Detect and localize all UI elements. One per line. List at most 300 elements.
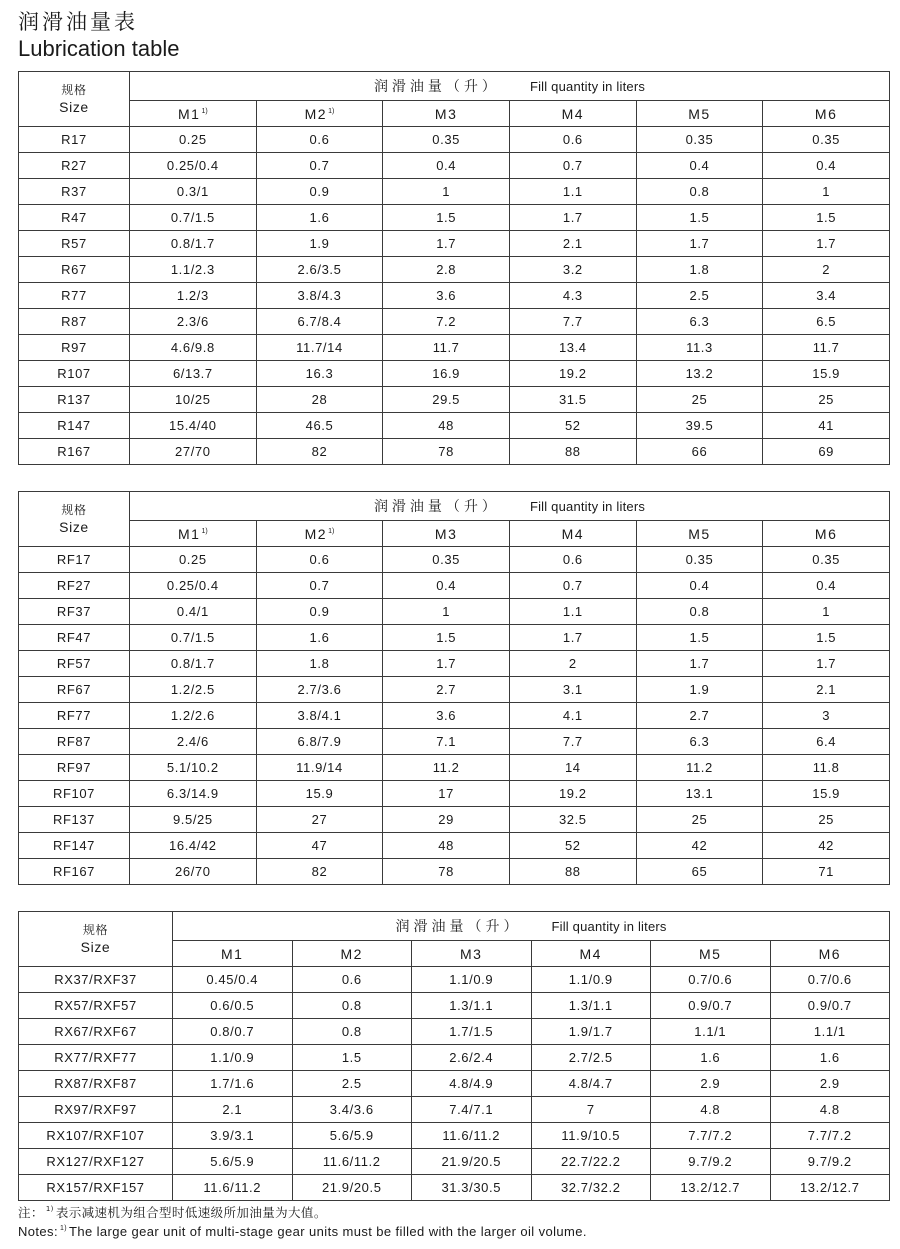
quantity-cell-m2: 3.8/4.1 (256, 703, 383, 729)
column-label: M2 (304, 105, 328, 122)
column-footnote-mark: 1) (328, 107, 335, 115)
quantity-cell-m6: 0.35 (763, 127, 890, 153)
quantity-cell-m3: 1.5 (383, 625, 510, 651)
page-title-cn: 润滑油量表 (18, 10, 138, 34)
size-cell: RX37/RXF37 (19, 967, 173, 993)
quantity-cell-m6: 1.1/1 (770, 1019, 890, 1045)
quantity-cell-m1: 1.1/2.3 (130, 257, 257, 283)
column-label: M5 (688, 525, 711, 542)
size-cell: RF57 (19, 651, 130, 677)
quantity-cell-m1: 0.3/1 (130, 179, 257, 205)
column-label: M5 (688, 105, 711, 122)
quantity-cell-m3: 16.9 (383, 361, 510, 387)
quantity-cell-m5: 1.7 (636, 231, 763, 257)
fill-quantity-en: Fill quantity in liters (551, 919, 667, 934)
size-cell: RX77/RXF77 (19, 1045, 173, 1071)
quantity-cell-m3: 31.3/30.5 (412, 1175, 532, 1201)
size-cell: RF17 (19, 547, 130, 573)
column-label: M4 (561, 525, 585, 542)
quantity-cell-m3: 2.7 (383, 677, 510, 703)
table-row (19, 651, 890, 677)
quantity-cell-m1: 2.1 (173, 1097, 293, 1123)
quantity-cell-m6: 41 (763, 413, 890, 439)
quantity-cell-m6: 15.9 (763, 781, 890, 807)
column-footnote-mark: 1) (201, 107, 208, 115)
quantity-cell-m1: 0.25 (130, 547, 257, 573)
column-label: M3 (434, 105, 458, 122)
quantity-cell-m6: 42 (763, 833, 890, 859)
quantity-cell-m2: 0.6 (256, 127, 383, 153)
size-cell: R107 (19, 361, 130, 387)
column-footnote-mark: 1) (201, 527, 208, 535)
quantity-cell-m4: 1.1 (509, 179, 636, 205)
quantity-cell-m1: 0.7/1.5 (130, 625, 257, 651)
quantity-cell-m1: 0.25/0.4 (130, 153, 257, 179)
quantity-cell-m5: 0.9/0.7 (651, 993, 771, 1019)
quantity-cell-m6: 25 (763, 807, 890, 833)
quantity-cell-m5: 11.3 (636, 335, 763, 361)
quantity-cell-m6: 11.8 (763, 755, 890, 781)
quantity-cell-m5: 0.8 (636, 599, 763, 625)
quantity-cell-m6: 0.4 (763, 573, 890, 599)
header-row (19, 492, 890, 521)
quantity-cell-m3: 1 (383, 599, 510, 625)
quantity-cell-m4: 4.3 (509, 283, 636, 309)
quantity-cell-m5: 39.5 (636, 413, 763, 439)
column-label: M1 (221, 945, 244, 962)
quantity-cell-m5: 65 (636, 859, 763, 885)
quantity-cell-m6: 2.1 (763, 677, 890, 703)
table-row (19, 205, 890, 231)
size-cell: RF47 (19, 625, 130, 651)
quantity-cell-m4: 52 (509, 413, 636, 439)
size-cell: RF97 (19, 755, 130, 781)
quantity-cell-m2: 0.7 (256, 573, 383, 599)
quantity-cell-m1: 0.25/0.4 (130, 573, 257, 599)
quantity-cell-m4: 0.6 (509, 127, 636, 153)
table-row (19, 807, 890, 833)
size-label-en: Size (59, 99, 89, 115)
quantity-cell-m5: 0.7/0.6 (651, 967, 771, 993)
size-label-cn: 规格 (61, 503, 87, 517)
table-row (19, 1019, 890, 1045)
fill-quantity-cn: 润滑油量（升） (373, 499, 500, 515)
table-row (19, 573, 890, 599)
quantity-cell-m4: 19.2 (509, 781, 636, 807)
quantity-cell-m4: 4.8/4.7 (531, 1071, 651, 1097)
quantity-cell-m6: 6.5 (763, 309, 890, 335)
size-header (19, 72, 130, 127)
column-label: M6 (814, 105, 838, 122)
quantity-cell-m5: 0.8 (636, 179, 763, 205)
quantity-cell-m3: 48 (383, 833, 510, 859)
quantity-cell-m6: 1.7 (763, 231, 890, 257)
quantity-cell-m2: 0.9 (256, 599, 383, 625)
quantity-cell-m1: 27/70 (130, 439, 257, 465)
table-row (19, 993, 890, 1019)
column-label: M4 (579, 945, 602, 962)
quantity-cell-m6: 0.9/0.7 (770, 993, 890, 1019)
quantity-cell-m4: 1.7 (509, 205, 636, 231)
quantity-cell-m3: 3.6 (383, 703, 510, 729)
size-cell: R27 (19, 153, 130, 179)
quantity-cell-m1: 10/25 (130, 387, 257, 413)
table-row (19, 781, 890, 807)
quantity-cell-m6: 11.7 (763, 335, 890, 361)
size-cell: R147 (19, 413, 130, 439)
column-header-m1 (130, 101, 257, 127)
quantity-cell-m1: 16.4/42 (130, 833, 257, 859)
column-header-m1 (173, 941, 293, 967)
quantity-cell-m2: 0.6 (292, 967, 412, 993)
quantity-cell-m4: 2.1 (509, 231, 636, 257)
lubrication-table-r (18, 71, 890, 465)
table-row (19, 967, 890, 993)
quantity-cell-m1: 26/70 (130, 859, 257, 885)
quantity-cell-m3: 11.2 (383, 755, 510, 781)
quantity-cell-m1: 0.8/1.7 (130, 651, 257, 677)
quantity-cell-m4: 7.7 (509, 729, 636, 755)
quantity-cell-m3: 11.7 (383, 335, 510, 361)
quantity-cell-m4: 22.7/22.2 (531, 1149, 651, 1175)
quantity-cell-m6: 25 (763, 387, 890, 413)
size-cell: R57 (19, 231, 130, 257)
size-cell: R87 (19, 309, 130, 335)
quantity-cell-m2: 0.6 (256, 547, 383, 573)
quantity-cell-m2: 3.8/4.3 (256, 283, 383, 309)
size-cell: RF137 (19, 807, 130, 833)
quantity-cell-m3: 7.4/7.1 (412, 1097, 532, 1123)
quantity-cell-m4: 1.9/1.7 (531, 1019, 651, 1045)
quantity-cell-m2: 47 (256, 833, 383, 859)
table-row (19, 335, 890, 361)
quantity-cell-m1: 2.4/6 (130, 729, 257, 755)
quantity-cell-m1: 1.2/2.6 (130, 703, 257, 729)
quantity-cell-m3: 4.8/4.9 (412, 1071, 532, 1097)
fill-quantity-cn: 润滑油量（升） (373, 79, 500, 95)
column-header-m2 (292, 941, 412, 967)
quantity-cell-m2: 6.7/8.4 (256, 309, 383, 335)
quantity-cell-m3: 78 (383, 439, 510, 465)
size-cell: R77 (19, 283, 130, 309)
quantity-cell-m5: 13.1 (636, 781, 763, 807)
quantity-cell-m2: 27 (256, 807, 383, 833)
column-header-m3 (383, 521, 510, 547)
quantity-cell-m2: 5.6/5.9 (292, 1123, 412, 1149)
size-cell: R47 (19, 205, 130, 231)
table-row (19, 677, 890, 703)
quantity-cell-m5: 1.1/1 (651, 1019, 771, 1045)
quantity-cell-m6: 0.7/0.6 (770, 967, 890, 993)
quantity-cell-m5: 42 (636, 833, 763, 859)
header-row (19, 912, 890, 941)
quantity-cell-m6: 1.5 (763, 625, 890, 651)
quantity-cell-m2: 1.9 (256, 231, 383, 257)
table-row (19, 547, 890, 573)
quantity-cell-m2: 82 (256, 859, 383, 885)
quantity-cell-m4: 7.7 (509, 309, 636, 335)
lubrication-table-rf (18, 491, 890, 885)
table-row (19, 625, 890, 651)
page-title-en: Lubrication table (18, 36, 180, 61)
fill-quantity-header (173, 912, 890, 941)
quantity-cell-m3: 0.4 (383, 153, 510, 179)
column-header-row (19, 521, 890, 547)
column-header-m2 (256, 521, 383, 547)
quantity-cell-m5: 0.35 (636, 127, 763, 153)
size-label-en: Size (80, 939, 111, 955)
quantity-cell-m6: 1.5 (763, 205, 890, 231)
fill-quantity-en: Fill quantity in liters (529, 79, 646, 94)
note-en-text: The large gear unit of multi-stage gear units must be filled with the larger oil volume. (69, 1224, 587, 1239)
quantity-cell-m3: 78 (383, 859, 510, 885)
quantity-cell-m3: 0.35 (383, 547, 510, 573)
quantity-cell-m2: 11.6/11.2 (292, 1149, 412, 1175)
fill-quantity-header (130, 72, 890, 101)
column-header-m2 (256, 101, 383, 127)
quantity-cell-m6: 0.35 (763, 547, 890, 573)
table-row (19, 257, 890, 283)
quantity-cell-m6: 13.2/12.7 (770, 1175, 890, 1201)
quantity-cell-m4: 13.4 (509, 335, 636, 361)
quantity-cell-m2: 1.5 (292, 1045, 412, 1071)
size-cell: RF147 (19, 833, 130, 859)
table-row (19, 283, 890, 309)
quantity-cell-m1: 0.8/0.7 (173, 1019, 293, 1045)
quantity-cell-m4: 88 (509, 439, 636, 465)
size-cell: R167 (19, 439, 130, 465)
size-cell: RF77 (19, 703, 130, 729)
fill-quantity-cn: 润滑油量（升） (395, 919, 522, 935)
column-label: M1 (177, 525, 201, 542)
quantity-cell-m1: 3.9/3.1 (173, 1123, 293, 1149)
quantity-cell-m3: 21.9/20.5 (412, 1149, 532, 1175)
table-row (19, 127, 890, 153)
quantity-cell-m2: 1.6 (256, 205, 383, 231)
note-en (18, 1224, 587, 1239)
quantity-cell-m5: 4.8 (651, 1097, 771, 1123)
quantity-cell-m5: 13.2/12.7 (651, 1175, 771, 1201)
quantity-cell-m5: 2.7 (636, 703, 763, 729)
quantity-cell-m1: 0.25 (130, 127, 257, 153)
size-cell: R67 (19, 257, 130, 283)
quantity-cell-m4: 2.7/2.5 (531, 1045, 651, 1071)
size-header (19, 492, 130, 547)
quantity-cell-m2: 46.5 (256, 413, 383, 439)
quantity-cell-m2: 2.5 (292, 1071, 412, 1097)
size-cell: RF107 (19, 781, 130, 807)
quantity-cell-m3: 1 (383, 179, 510, 205)
quantity-cell-m3: 0.4 (383, 573, 510, 599)
quantity-cell-m1: 0.6/0.5 (173, 993, 293, 1019)
quantity-cell-m4: 1.7 (509, 625, 636, 651)
column-header-m3 (412, 941, 532, 967)
quantity-cell-m4: 32.7/32.2 (531, 1175, 651, 1201)
size-cell: RF37 (19, 599, 130, 625)
quantity-cell-m2: 0.9 (256, 179, 383, 205)
column-header-m6 (763, 101, 890, 127)
table-row (19, 1071, 890, 1097)
quantity-cell-m4: 0.7 (509, 153, 636, 179)
quantity-cell-m1: 15.4/40 (130, 413, 257, 439)
quantity-cell-m1: 0.45/0.4 (173, 967, 293, 993)
table-row (19, 179, 890, 205)
quantity-cell-m6: 71 (763, 859, 890, 885)
note-cn-text: 表示减速机为组合型时低速级所加油量为大值。 (55, 1205, 327, 1220)
quantity-cell-m5: 6.3 (636, 729, 763, 755)
quantity-cell-m5: 0.35 (636, 547, 763, 573)
quantity-cell-m3: 1.1/0.9 (412, 967, 532, 993)
quantity-cell-m2: 11.7/14 (256, 335, 383, 361)
quantity-cell-m4: 1.1 (509, 599, 636, 625)
quantity-cell-m6: 2 (763, 257, 890, 283)
quantity-cell-m4: 14 (509, 755, 636, 781)
size-label-cn: 规格 (82, 923, 109, 937)
size-cell: RX57/RXF57 (19, 993, 173, 1019)
size-label-en: Size (59, 519, 89, 535)
quantity-cell-m1: 6.3/14.9 (130, 781, 257, 807)
quantity-cell-m2: 2.6/3.5 (256, 257, 383, 283)
quantity-cell-m3: 7.1 (383, 729, 510, 755)
table-row (19, 309, 890, 335)
quantity-cell-m3: 3.6 (383, 283, 510, 309)
quantity-cell-m2: 0.8 (292, 1019, 412, 1045)
column-header-m4 (509, 521, 636, 547)
quantity-cell-m5: 6.3 (636, 309, 763, 335)
quantity-cell-m6: 1 (763, 179, 890, 205)
size-cell: RX127/RXF127 (19, 1149, 173, 1175)
column-footnote-mark: 1) (328, 527, 335, 535)
quantity-cell-m2: 82 (256, 439, 383, 465)
size-cell: RX107/RXF107 (19, 1123, 173, 1149)
column-header-row (19, 101, 890, 127)
fill-quantity-en: Fill quantity in liters (529, 499, 646, 514)
quantity-cell-m5: 1.5 (636, 625, 763, 651)
quantity-cell-m4: 11.9/10.5 (531, 1123, 651, 1149)
quantity-cell-m6: 3 (763, 703, 890, 729)
quantity-cell-m1: 1.1/0.9 (173, 1045, 293, 1071)
quantity-cell-m5: 25 (636, 807, 763, 833)
column-label: M4 (561, 105, 585, 122)
quantity-cell-m4: 2 (509, 651, 636, 677)
quantity-cell-m1: 5.1/10.2 (130, 755, 257, 781)
note-en-prefix: Notes: (18, 1224, 58, 1239)
column-header-m6 (770, 941, 890, 967)
quantity-cell-m1: 1.2/3 (130, 283, 257, 309)
quantity-cell-m4: 32.5 (509, 807, 636, 833)
quantity-cell-m3: 48 (383, 413, 510, 439)
table-row (19, 703, 890, 729)
table-row (19, 153, 890, 179)
quantity-cell-m3: 29 (383, 807, 510, 833)
quantity-cell-m3: 1.5 (383, 205, 510, 231)
size-cell: RF27 (19, 573, 130, 599)
quantity-cell-m4: 88 (509, 859, 636, 885)
quantity-cell-m3: 17 (383, 781, 510, 807)
size-cell: RX97/RXF97 (19, 1097, 173, 1123)
size-cell: RF167 (19, 859, 130, 885)
table-row (19, 1097, 890, 1123)
size-header (19, 912, 173, 967)
table-row (19, 361, 890, 387)
quantity-cell-m5: 25 (636, 387, 763, 413)
column-label: M6 (814, 525, 838, 542)
fill-quantity-header (130, 492, 890, 521)
quantity-cell-m1: 0.7/1.5 (130, 205, 257, 231)
column-label: M1 (177, 105, 201, 122)
column-label: M6 (818, 945, 842, 962)
column-label: M3 (460, 945, 483, 962)
quantity-cell-m6: 15.9 (763, 361, 890, 387)
table-row (19, 1149, 890, 1175)
size-cell: R137 (19, 387, 130, 413)
quantity-cell-m1: 9.5/25 (130, 807, 257, 833)
quantity-cell-m6: 1.6 (770, 1045, 890, 1071)
quantity-cell-m6: 0.4 (763, 153, 890, 179)
quantity-cell-m6: 7.7/7.2 (770, 1123, 890, 1149)
quantity-cell-m2: 28 (256, 387, 383, 413)
quantity-cell-m1: 4.6/9.8 (130, 335, 257, 361)
table-row (19, 413, 890, 439)
quantity-cell-m1: 0.8/1.7 (130, 231, 257, 257)
size-cell: RF67 (19, 677, 130, 703)
quantity-cell-m4: 0.7 (509, 573, 636, 599)
table-row (19, 439, 890, 465)
quantity-cell-m2: 21.9/20.5 (292, 1175, 412, 1201)
quantity-cell-m3: 0.35 (383, 127, 510, 153)
quantity-cell-m5: 7.7/7.2 (651, 1123, 771, 1149)
quantity-cell-m2: 2.7/3.6 (256, 677, 383, 703)
quantity-cell-m5: 1.8 (636, 257, 763, 283)
quantity-cell-m5: 1.6 (651, 1045, 771, 1071)
quantity-cell-m6: 1.7 (763, 651, 890, 677)
size-cell: RX87/RXF87 (19, 1071, 173, 1097)
table-row (19, 1045, 890, 1071)
note-en-sup: 1) (59, 1225, 68, 1232)
size-cell: RX157/RXF157 (19, 1175, 173, 1201)
quantity-cell-m4: 7 (531, 1097, 651, 1123)
quantity-cell-m4: 1.3/1.1 (531, 993, 651, 1019)
quantity-cell-m5: 1.7 (636, 651, 763, 677)
quantity-cell-m2: 0.7 (256, 153, 383, 179)
quantity-cell-m1: 2.3/6 (130, 309, 257, 335)
quantity-cell-m4: 3.1 (509, 677, 636, 703)
size-label-cn: 规格 (61, 83, 87, 97)
size-cell: RF87 (19, 729, 130, 755)
quantity-cell-m4: 4.1 (509, 703, 636, 729)
quantity-cell-m5: 66 (636, 439, 763, 465)
quantity-cell-m6: 2.9 (770, 1071, 890, 1097)
column-header-m4 (509, 101, 636, 127)
quantity-cell-m2: 3.4/3.6 (292, 1097, 412, 1123)
table-row (19, 755, 890, 781)
column-label: M3 (434, 525, 458, 542)
quantity-cell-m3: 1.3/1.1 (412, 993, 532, 1019)
quantity-cell-m5: 0.4 (636, 153, 763, 179)
column-header-m4 (531, 941, 651, 967)
column-label: M2 (304, 525, 328, 542)
quantity-cell-m1: 11.6/11.2 (173, 1175, 293, 1201)
note-cn-prefix: 注： (18, 1205, 44, 1220)
table-row (19, 1123, 890, 1149)
quantity-cell-m6: 4.8 (770, 1097, 890, 1123)
quantity-cell-m4: 31.5 (509, 387, 636, 413)
table-row (19, 859, 890, 885)
quantity-cell-m3: 11.6/11.2 (412, 1123, 532, 1149)
quantity-cell-m5: 13.2 (636, 361, 763, 387)
quantity-cell-m3: 2.8 (383, 257, 510, 283)
quantity-cell-m3: 1.7/1.5 (412, 1019, 532, 1045)
